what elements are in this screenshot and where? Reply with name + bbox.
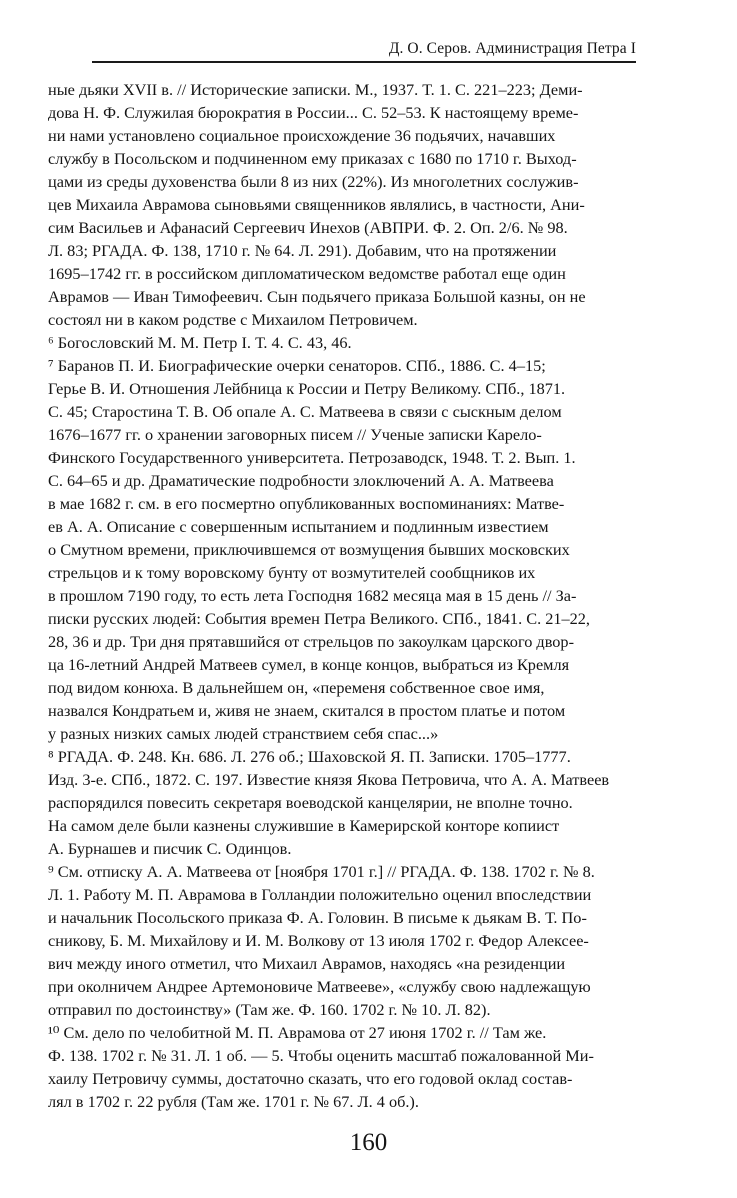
text-line: о Смутном времени, приключившемся от возмущения бывших московских [48,540,570,559]
text-line: в мае 1682 г. см. в его посмертно опубликованных воспоминаниях: Матве- [48,494,565,513]
header-rule [92,61,636,63]
text-line: сникову, Б. М. Михайлову и И. М. Волкову от 13 июля 1702 г. Федор Алексее- [48,931,589,950]
text-line: А. Бурнашев и писчик С. Одинцов. [48,839,292,858]
footnote-7: ⁷ Баранов П. И. Биографические очерки сенаторов. СПб., 1886. С. 4–15; [48,356,546,375]
footnotes-block [48,78,688,1113]
text-line: Л. 1. Работу М. П. Аврамова в Голландии положительно оценил впоследствии [48,885,592,904]
text-line: стрельцов и к тому воровскому бунту от возмутителей сообщников их [48,563,536,582]
footnote-9: ⁹ См. отписку А. А. Матвеева от [ноября 1701 г.] // РГАДА. Ф. 138. 1702 г. № 8. [48,862,595,881]
text-line: службу в Посольском и подчиненном ему приказах с 1680 по 1710 г. Выход- [48,149,577,168]
text-line: Л. 83; РГАДА. Ф. 138, 1710 г. № 64. Л. 291). Добавим, что на протяжении [48,241,557,260]
text-line: 1676–1677 гг. о хранении заговорных писем // Ученые записки Карело- [48,425,542,444]
text-line: под видом конюха. В дальнейшем он, «переменя собственное свое имя, [48,678,545,697]
text-line: писки русских людей: События времен Петра Великого. СПб., 1841. С. 21–22, [48,609,590,628]
text-line: и начальник Посольского приказа Ф. А. Головин. В письме к дьякам В. Т. По- [48,908,587,927]
text-line: 28, 36 и др. Три дня прятавшийся от стрельцов по закоулкам царского двор- [48,632,574,651]
text-line: ные дьяки XVII в. // Исторические записки. М., 1937. Т. 1. С. 221–223; Деми- [48,80,583,99]
text-line: в прошлом 7190 году, то есть лета Господня 1682 месяца мая в 15 день // За- [48,586,577,605]
text-line: С. 64–65 и др. Драматические подробности злоключений А. А. Матвеева [48,471,554,490]
footnote-6: ⁶ Богословский М. М. Петр I. Т. 4. С. 43, 46. [48,333,352,352]
text-line: при околничем Андрее Артемоновиче Матвееве», «службу свою надлежащую [48,977,591,996]
text-line: ев А. А. Описание с совершенным испытанием и подлинным известием [48,517,549,536]
text-line: 1695–1742 гг. в российском дипломатическом ведомстве работал еще один [48,264,566,283]
text-line: С. 45; Старостина Т. В. Об опале А. С. Матвеева в связи с сыскным делом [48,402,562,421]
text-line: лял в 1702 г. 22 рубля (Там же. 1701 г. № 67. Л. 4 об.). [48,1092,419,1111]
text-line: хаилу Петровичу суммы, достаточно сказать, что его годовой оклад состав- [48,1069,573,1088]
text-line: ни нами установлено социальное происхождение 36 подьячих, начавших [48,126,556,145]
text-line: Изд. 3-е. СПб., 1872. С. 197. Известие князя Якова Петровича, что А. А. Матвеев [48,770,610,789]
text-line: ца 16-летний Андрей Матвеев сумел, в конце концов, выбраться из Кремля [48,655,570,674]
text-line: вич между иного отметил, что Михаил Аврамов, находясь «на резиденции [48,954,566,973]
text-line: Герье В. И. Отношения Лейбница к России и Петру Великому. СПб., 1871. [48,379,566,398]
text-line: цев Михаила Аврамова сыновьями священников являлись, в частности, Ани- [48,195,585,214]
text-line: распорядился повесить секретаря воеводской канцелярии, не вполне точно. [48,793,573,812]
text-line: На самом деле были казнены служившие в Камерирской конторе копиист [48,816,560,835]
text-line: у разных низких самых людей странствием себя спас...» [48,724,439,743]
text-line: Аврамов — Иван Тимофеевич. Сын подьячего приказа Большой казны, он не [48,287,586,306]
text-line: сим Васильев и Афанасий Сергеевич Инехов (АВПРИ. Ф. 2. Оп. 2/6. № 98. [48,218,568,237]
page-number: 160 [349,1129,388,1156]
text-line: отправил по достоинству» (Там же. Ф. 160. 1702 г. № 10. Л. 82). [48,1000,491,1019]
text-line: цами из среды духовенства были 8 из них (22%). Из многолетних сослужив- [48,172,579,191]
text-line: Ф. 138. 1702 г. № 31. Л. 1 об. — 5. Чтобы оценить масштаб пожалованной Ми- [48,1046,594,1065]
running-head: Д. О. Серов. Администрация Петра I [388,40,636,57]
footnote-8: ⁸ РГАДА. Ф. 248. Кн. 686. Л. 276 об.; Шаховской Я. П. Записки. 1705–1777. [48,747,571,766]
text-line: дова Н. Ф. Служилая бюрократия в России... С. 52–53. К настоящему време- [48,103,579,122]
footnote-10: ¹⁰ См. дело по челобитной М. П. Аврамова от 27 июня 1702 г. // Там же. [48,1023,547,1042]
text-line: состоял ни в каком родстве с Михаилом Петровичем. [48,310,418,329]
text-line: назвался Кондратьем и, живя не знаем, скитался в простом платье и потом [48,701,566,720]
text-line: Финского Государственного университета. Петрозаводск, 1948. Т. 2. Вып. 1. [48,448,576,467]
